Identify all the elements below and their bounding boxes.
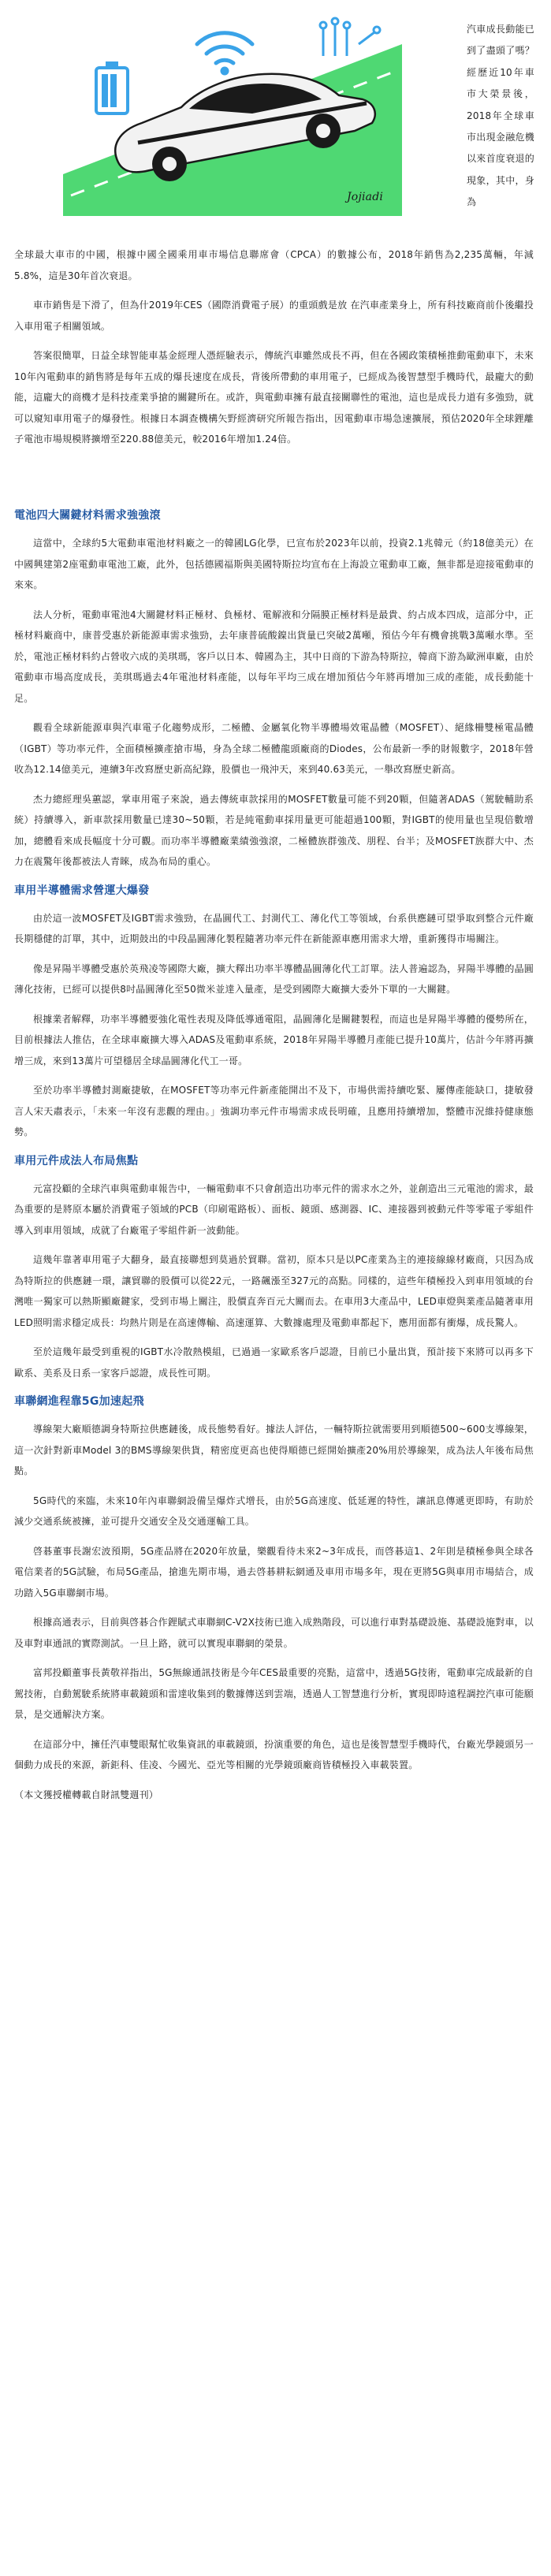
section-paragraph: 富邦投顧董事長黃敬祥指出，5G無線通訊技術是今年CES最重要的亮點，這當中，透過5G技術，電動車完成最新的自駕技術，自動駕駛系統將車載鏡頭和雷達收集到的數據傳送到雲端，透過人工智慧進行分析，實現即時遠程調控汽車可能願景，是交通解決方案。 — [14, 1667, 534, 1720]
section-paragraph: 觀看全球新能源車與汽車電子化趨勢成形，二極體、金屬氧化物半導體場效電晶體（MOSFET）、絕緣柵雙極電晶體（IGBT）等功率元件，全面積極擴產搶市場，身為全球二極體龍頭廠商的Diodes，公布最新一季的財報數字，2018年營收為12.14億美元，連續3年改寫歷史新高紀錄，股價也一飛沖天，來到40.63美元，一舉改寫歷史新高。 — [14, 722, 534, 775]
intro-wide-text: 全球最大車市的中國，根據中國全國乘用車市場信息聯席會（CPCA）的數據公布，2018年銷售為2,235萬輛，年減5.8%，這是30年首次衰退。 — [14, 249, 534, 281]
section-paragraph: 5G時代的來臨，未來10年內車聯網設備呈爆炸式增長，由於5G高速度、低延遲的特性，讓訊息傳遞更即時，有助於減少交通系統被擁，並可提升交通安全及交通運輸工具。 — [14, 1495, 534, 1527]
section-paragraph: 至於這幾年最受到重視的IGBT水冷散熱模組，已過過一家歐系客戶認證，目前已小量出貨，預計接下來將可以再多下歐系、美系及日系一家客戶認證，成長性可期。 — [14, 1346, 534, 1379]
section-heading: 車用元件成法人布局焦點 — [14, 1154, 139, 1167]
section-paragraph: 像是昇陽半導體受惠於英飛凌等國際大廠，擴大釋出功率半導體晶圓薄化代工訂單。法人普遍認為，昇陽半導體的晶圓薄化技術，已經可以提供8吋晶圓薄化至50微米並達入量產，是受到國際大廠擴大委外下單的一大關鍵。 — [14, 962, 534, 995]
section-paragraph: 法人分析，電動車電池4大關鍵材料正極材、負極材、電解液和分隔膜正極材料是最貴、約占成本四成，這部分中，正極材料廠商中，康普受惠於新能源車需求強勁，去年康普硫酸鎳出貨量已突破2萬噸，預估今年有機會挑戰3萬噸水準。至於，電池正極材料約占營收六成的美琪瑪，客戶以日本、韓國為主，其中日商的下游為特斯拉，韓商下游為歐洲車廠，由於電動車市場高度成長，美琪瑪過去4年電池材料產能，以每年平均三成在增加預估今年將再增加三成的產能，成長動能十足。 — [14, 609, 534, 704]
section-paragraph: 導線架大廠順德調身特斯拉供應鏈後，成長態勢看好。據法人評估，一輛特斯拉就需要用到順德500~600支導線架，這一次針對新車Model 3的BMS導線架供貨，精密度更高也使得順德已經開始擴產20%用於導線架，成為法人年後布局焦點。 — [14, 1424, 534, 1476]
source-note: （本文獲授權轉載自財訊雙週刊） — [14, 1789, 159, 1800]
intro-wide-block — [14, 244, 534, 459]
intro-side-text: 汽車成長動能已到了盡頭了嗎？經歷近10年車市大榮景後，2018年全球車市出現金融危機以來首度衰退的現象，其中，身為 — [467, 24, 534, 208]
section-heading: 車聯網進程靠5G加速起飛 — [14, 1395, 144, 1408]
section-paragraph: 這幾年靠著車用電子大翻身，最直接聯想到莫過於貿聯。當初，原本只是以PC產業為主的連接線線材廠商，只因為成為特斯拉的供應鏈一環，讓貿聯的股價可以從22元，一路飆漲至327元的高點。同樣的，這些年積極投入到車用領域的台灣唯一獨家可以熱斯顯廠鍵家，受到市場上關注，股價直奔百元大關而去。在車用3大產品中，LED車燈與業產品隨著車用LED照明需求穩定成長：均熱片則是在高速傳輸、高速運算、大數據處理及電動車都起下，應用面都有衝爆，成長驚人。 — [14, 1254, 534, 1328]
section-components — [14, 1152, 534, 1384]
article-body — [14, 506, 534, 1805]
artist-signature: Jojiadi — [347, 191, 384, 203]
electric-car-illustration — [63, 13, 402, 216]
section-paragraph: 至於功率半導體封測廠捷敏，在MOSFET等功率元件新產能開出不及下，市場供需持續吃緊、屢傳產能缺口，捷敏發言人宋天肅表示，「未來一年沒有悲觀的理由。」強調功率元件市場需求成長明確，且應用持續增加，整體市況維持健康態勢。 — [14, 1085, 534, 1137]
section-paragraph: 由於這一波MOSFET及IGBT需求強勁，在晶圓代工、封測代工、薄化代工等領域，台系供應鏈可望爭取到整合元件廠長期穩健的訂單，其中，近期鼓出的中段晶圓薄化製程隨著功率元件在新能源車應用需求大增，重新獲得市場關注。 — [14, 912, 534, 944]
section-paragraph: 根據業者解釋，功率半導體要強化電性表現及降低導通電阻，晶圓薄化是關鍵製程，而這也是昇陽半導體的優勢所在，目前根據法人推估，在全球車廠擴大導入ADAS及電動車系統，2018年昇陽半導體月產能已提升10萬片，估計今年將再擴增三成，來到13萬片可望穩居全球晶圓薄化代工一哥。 — [14, 1013, 534, 1067]
intro-paragraph-3: 答案很簡單，日益全球智能車基金經理人憑經驗表示，傳統汽車雖然成長不再，但在各國政策積極推動電動車下，未來10年內電動車的銷售將是每年五成的爆長速度在成長，背後所帶動的車用電子，已經成為後智慧型手機時代，最龐大的動能，這龐大的商機才是科技產業爭搶的關鍵所在。或許，與電動車擁有最直接關聯性的電池，這也是成長力道有多強勁，就可以窺知車用電子的爆發性。根據日本調查機構矢野經濟研究所報告指出，因電動車市場急速擴展，預估2020年全球鋰離子電池市場規模將擴增至220.88億美元，較2016年增加1.24倍。 — [14, 350, 534, 445]
section-battery — [14, 506, 534, 873]
section-paragraph: 元富投顧的全球汽車與電動車報告中，一輛電動車不只會創造出功率元件的需求水之外，並創造出三元電池的需求，最為重要的是將原本屬於消費電子領域的PCB（印刷電路板）、面板、鏡頭、感測器、IC、連接器到被動元件等零電子零組件導入到車用領域，成就了台廠電子零組件新一波動能。 — [14, 1182, 534, 1236]
section-heading: 車用半導體需求營運大爆發 — [14, 884, 150, 897]
section-semiconductor — [14, 881, 534, 1143]
wifi-icon — [197, 33, 252, 73]
section-paragraph: 這當中，全球約5大電動車電池材料廠之一的韓國LG化學，已宣布於2023年以前，投資2.1兆韓元（約18億美元）在中國興建第2座電動車電池工廠，此外，包括德國福斯與美國特斯拉均宣布在上海設立電動車工廠，無非都是迎接電動車的來來。 — [14, 538, 534, 590]
article-intro — [14, 11, 534, 445]
section-5g — [14, 1392, 534, 1805]
hero-illustration — [63, 13, 402, 216]
circuit-board-icon — [320, 18, 380, 56]
intro-side-column — [467, 19, 534, 222]
intro-paragraph-2: 車市銷售是下滑了，但為什2019年CES（國際消費電子展）的重頭戲是放 在汽車產業身上，所有科技廠商前仆後繼投入車用電子相關領域。 — [14, 300, 534, 332]
battery-icon — [96, 61, 128, 114]
section-heading: 電池四大關鍵材料需求強強滾 — [14, 509, 161, 522]
section-paragraph: 啓碁董事長謝宏波預期，5G產品將在2020年放量，樂觀看待未來2~3年成長，而啓碁這1、2年則是積極參與全球各電信業者的5G試驗，布局5G產品，搶進先期市場，過去啓碁耕耘網通及車用市場多年，現在更將5G與車用市場結合，成功踏入5G車聯網市場。 — [14, 1545, 534, 1599]
section-paragraph: 杰力總經理吳蕙認，掌車用電子來說，過去傳統車款採用的MOSFET數量可能不到20顆，但隨著ADAS（駕駛輔助系統）持續導入，新車款採用數量已達30~50顆，若是純電動車採用量更可能超過100顆，對IGBT的使用量也呈現倍數增加，總體看來成長幅度十分可觀。而功率半導體廠業績強強滾，二極體族群強茂、朋程、台半；及MOSFET族群大中、杰力在震驚年後都被法人青睞，成為布局的重心。 — [14, 793, 534, 867]
section-paragraph: 根據高通表示，目前與啓碁合作鋰賦式車聯網C-V2X技術已進入成熟階段，可以進行車對基礎設施、基礎設施對車，以及車對車通訊的實際測試。一旦上路，就可以實現車聯網的榮景。 — [14, 1617, 534, 1649]
section-paragraph: 在這部分中，擁任汽車雙眼幫忙收集資訊的車載鏡頭，扮演重要的角色，這也是後智慧型手機時代，台廠光學鏡頭另一個動力成長的來源，新鉅科、佳凌、今國光、亞光等相關的光學鏡頭廠商皆積極投入車載裝置。 — [14, 1738, 534, 1770]
